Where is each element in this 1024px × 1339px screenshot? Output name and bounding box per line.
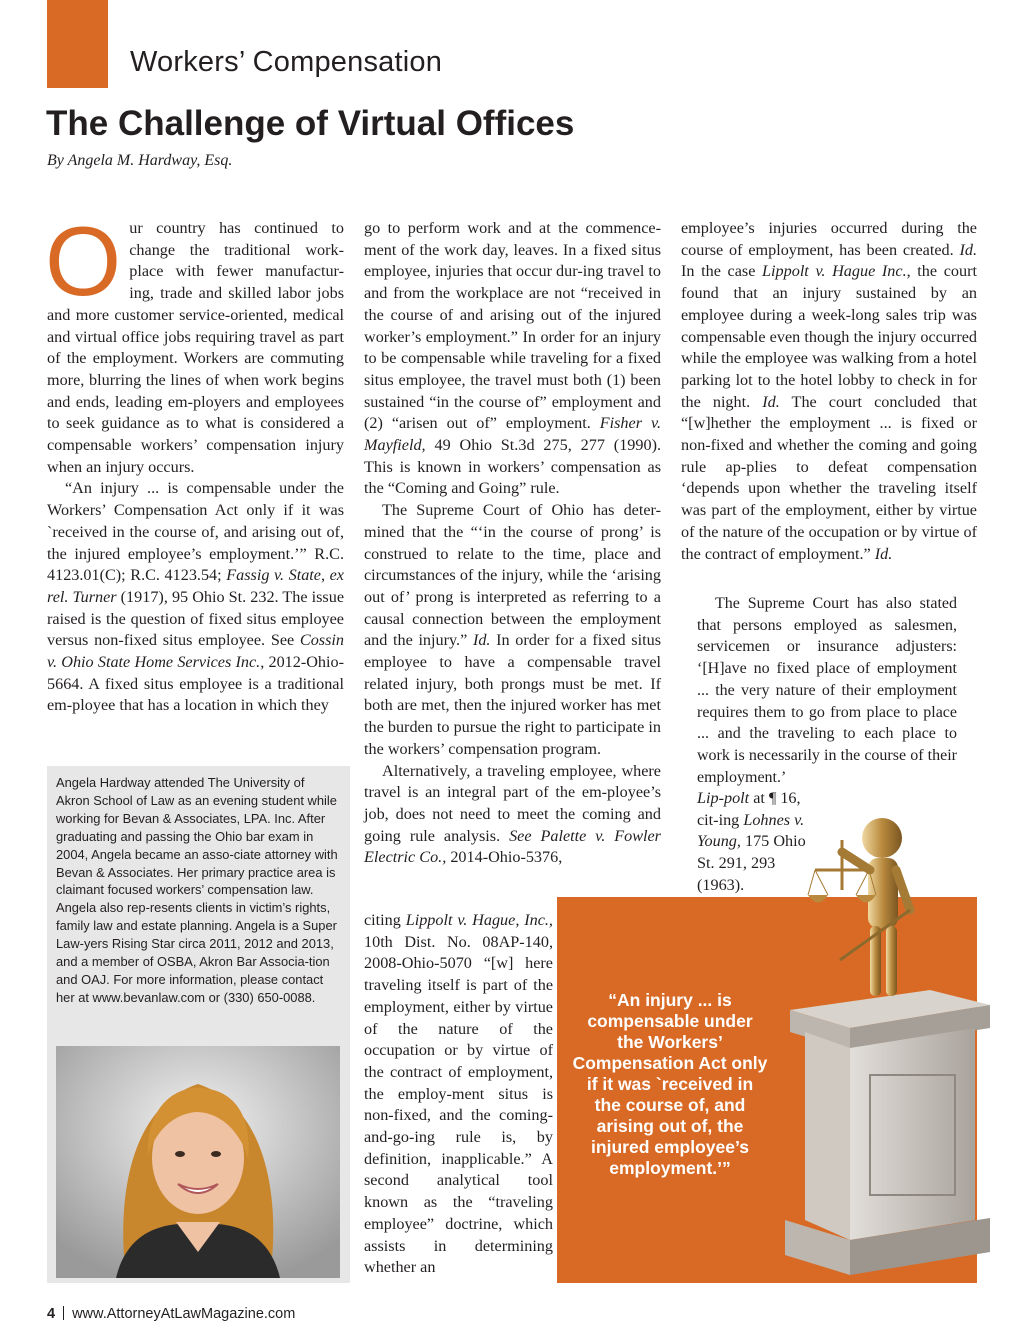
intro-text: ur country has continued to change the traditional work-place with fewer manufactur-ing, trade and skilled labor jobs and more customer service-oriented, medical and virtual office jobs requiring travel as part of the employment. Workers are commuting more, blurring the lines of when work begins and ends, leading em-ployers and employees to seek guidance as to what is considered a compensable workers’ compensation injury when an injury occurs. <box>47 219 344 476</box>
section-title: Workers’ Compensation <box>130 46 443 78</box>
paragraph-text: The court concluded that “[w]hether the employment ... is fixed or non-fixed and whether the coming and going rule ap-plies to defeat compensation ‘depends upon whether the traveling itself was part of the employment, either by virtue of the nature of the occupation or by virtue of the contract of employment.” <box>681 392 977 563</box>
case-citation: Id. <box>472 631 491 650</box>
paragraph-text: In the case <box>681 262 763 281</box>
paragraph-text: 10th Dist. No. 08AP-140, 2008-Ohio-5070 “[w] here traveling itself is part of the employment, either by virtue of the nature of the occupation or by virtue of the contract of employment, the employ-ment situs is non-fixed, and the coming-and-go-ing rule is, by definition, inapplicable.” A second analytical tool known as the “traveling employee” doctrine, which assists in determining whether an <box>364 932 553 1277</box>
page-number: 4 <box>47 1306 56 1322</box>
author-bio: Angela Hardway attended The University of Akron School of Law as an evening student while working for Bevan & Associates, LPA. Inc. After graduating and passing the Ohio bar exam in 2004, Angela became an asso-ciate attorney with Bevan & Associates. Her primary practice area is claimant focused workers’ compensation law. Angela also rep-resents clients in victim’s rights, family law and estate planning. Angela is a Super Law-yers Rising Star circa 2011, 2012 and 2013, and a member of OSBA, Akron Bar Associa-tion and OAJ. For more information, please contact her at www.bevanlaw.com or (330) 650-0088. <box>56 775 338 1005</box>
page-footer <box>47 1306 295 1322</box>
case-citation: Cossin v. Ohio State Home Services Inc., <box>47 631 344 672</box>
paragraph-text: citing <box>364 911 406 929</box>
case-citation: Lippolt v. Hague Inc. <box>762 262 907 281</box>
article-column-3-wrap <box>697 593 957 788</box>
case-citation: Id. <box>874 544 893 563</box>
paragraph-text: The Supreme Court has also stated that persons employed as salesmen, servicemen or insurance adjusters: ‘[H]ave no fixed place of employment ... the very nature of their employment requires them to go from place to place ... and the traveling to each place to work is necessarily in the course of their employment.’ <box>697 595 957 786</box>
article-column-3 <box>681 218 977 565</box>
paragraph-text: In order for a fixed situs employee to have a compensable travel related injury, both prongs must be met. If both are met, then the injured worker has met the burden to pursue the right to participate in the workers’ compensation program. <box>364 631 661 758</box>
article-column-2 <box>364 218 661 869</box>
paragraph-text: 2012-Ohio-5664. A fixed situs employee is a traditional em-ployee that has a location in which they <box>47 653 345 715</box>
paragraph <box>47 478 344 717</box>
case-citation: Lohnes v. Young, <box>697 810 805 851</box>
paragraph <box>681 218 977 565</box>
paragraph-text: (1917), 95 Ohio St. 232. The issue raised is the question of fixed situs employee versus non-fixed situs employee. See <box>47 587 345 650</box>
section-color-block <box>47 0 108 88</box>
paragraph-text: 175 Ohio St. 291, 293 (1963). <box>697 832 806 894</box>
intro-paragraph <box>45 206 344 478</box>
article-title: The Challenge of Virtual Offices <box>46 104 575 143</box>
case-citation: Lippolt v. Hague, Inc., <box>405 911 553 929</box>
author-photo <box>56 1046 340 1278</box>
paragraph-text: Alternatively, a traveling employee, where travel is an integral part of the em-ployee’s job, does not need to meet the coming and going rule analysis. <box>364 761 661 845</box>
case-citation: Id. <box>762 392 780 411</box>
case-citation: Fisher v. Mayfield, <box>364 414 661 455</box>
paragraph <box>364 500 661 760</box>
paragraph-text: 2014-Ohio-5376, <box>446 848 563 867</box>
justice-statue-illustration <box>770 800 990 1290</box>
paragraph-text: employee’s injuries occurred during the course of employment, has been created. <box>681 219 977 259</box>
article-column-2-continued <box>364 910 553 1279</box>
paragraph-text: 49 Ohio St.3d 275, 277 (1990). This is known in workers’ compensation as the “Coming and Going” rule. <box>364 436 661 498</box>
paragraph-text: go to perform work and at the commence-ment of the work day, leaves. In a fixed situs employee, injuries that occur dur-ing travel to and from the workplace are not “received in the course of and arising out of the injured worker’s employment.” In order for an injury to be compensable while traveling for a fixed situs employee, the travel must both (1) been sustained “in the course of” employment and (2) “arisen out of” employment. <box>364 219 661 433</box>
paragraph <box>364 218 661 500</box>
paragraph <box>364 910 553 1279</box>
case-citation: See Palette v. Fowler Electric Co., <box>364 826 661 867</box>
paragraph-text: , the court found that an injury sustained by an employee during a week-long sales trip was compensable even though the injury occurred while the employee was walking from a hotel parking lot to the hotel lobby to check in for the night. <box>681 262 977 411</box>
paragraph <box>364 761 661 870</box>
paragraph-text: “An injury ... is compensable under the Workers’ Compensation Act only if it was `received in the course of, and arising out of, the injured employee’s employment.’” R.C. 4123.01(C); R.C. 4123.54; <box>47 479 344 585</box>
footer-divider <box>63 1306 64 1320</box>
article-column-1 <box>45 206 345 717</box>
pull-quote: “An injury ... is compensable under the Workers’ Compensation Act only if it was `received in the course of, and arising out of, the injured employee’s employment.’” <box>572 990 768 1178</box>
case-citation: Fassig v. State, ex rel. Turner <box>47 566 344 606</box>
paragraph-text: The Supreme Court of Ohio has deter-mined that the “‘in the course of prong’ is construed to relate to the time, place and circumstances of the injury, while the ‘arising out of’ prong is interpreted as referring to a causal connection between the employment and the injury.” <box>364 501 661 650</box>
case-citation: Lip-polt <box>697 789 750 807</box>
paragraph <box>697 593 957 788</box>
drop-cap: O <box>45 206 122 316</box>
paragraph-text: at ¶ 16, cit-ing <box>697 789 801 829</box>
article-byline: By Angela M. Hardway, Esq. <box>47 152 233 169</box>
footer-website: www.AttorneyAtLawMagazine.com <box>72 1306 296 1322</box>
case-citation: Id. <box>959 240 977 259</box>
